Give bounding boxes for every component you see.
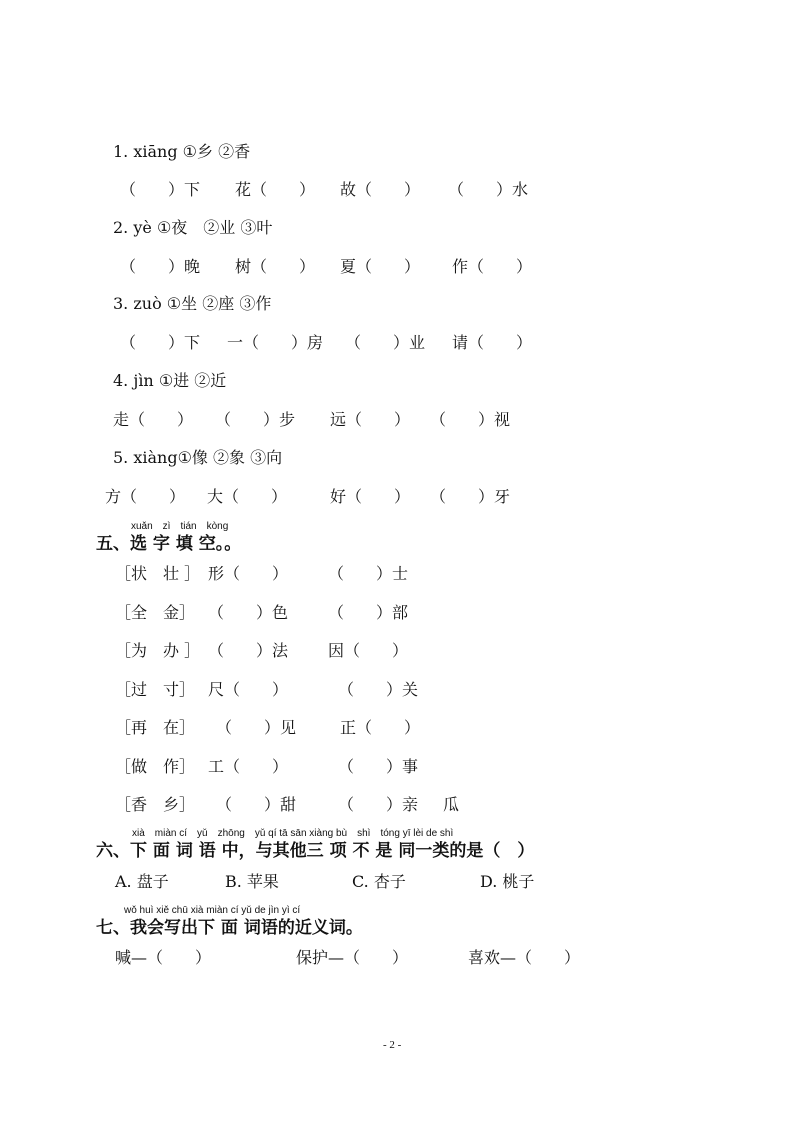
group-prompt: 1. xiāng ①乡 ②香 [113,142,251,161]
fill-item: 请（ ） [452,333,533,352]
fill-item: 远（ ） [330,410,411,429]
fill-item: （ ）士 [328,564,409,583]
option-d: D. 桃子 [480,872,535,891]
fill-item: 正（ ） [340,718,421,737]
group-prompt: 4. jìn ①进 ②近 [113,371,227,390]
fill-item: 因（ ） [328,641,409,660]
fill-item: 走（ ） [113,410,194,429]
fill-item: 工（ ） [208,757,289,776]
section-pinyin: xuǎn zì tián kòng [131,521,229,532]
char-pair: ［香 乡］ [115,795,196,814]
fill-item: （ ）下 [120,333,201,352]
option-c: C. 杏子 [352,872,406,891]
fill-item: （ ）事 [338,757,419,776]
fill-item: （ ）步 [215,410,296,429]
section-title: 六、下 面 词 语 中，与其他三 项 不 是 同一类的是（ ） [96,841,535,861]
fill-item: 好（ ） [330,487,411,506]
section-pinyin: wǒ huì xiě chū xià miàn cí yǔ de jìn yì cí [124,905,301,916]
fill-item: （ ）法 [208,641,289,660]
fill-item: （ ）亲 [338,795,419,814]
char-pair: ［再 在］ [115,718,196,737]
fill-item: 夏（ ） [340,257,421,276]
synonym-item: 喊—（ ） [115,948,212,967]
group-prompt: 3. zuò ①坐 ②座 ③作 [113,294,272,313]
fill-item: （ ）甜 [216,795,297,814]
fill-item: （ ）下 [120,180,201,199]
fill-item: （ ）色 [208,603,289,622]
char-pair: ［全 金］ [115,603,196,622]
section-title: 五、选 字 填 空。。 [96,534,242,554]
char-pair: ［做 作］ [115,757,196,776]
fill-item: 大（ ） [207,487,288,506]
fill-item: （ ）部 [328,603,409,622]
fill-item: 瓜 [443,795,460,814]
synonym-item: 保护—（ ） [296,948,409,967]
fill-item: （ ）关 [338,680,419,699]
fill-item: 故（ ） [340,180,421,199]
fill-item: 树（ ） [235,257,316,276]
fill-item: （ ）牙 [430,487,511,506]
option-b: B. 苹果 [225,872,279,891]
fill-item: 尺（ ） [208,680,289,699]
fill-item: 作（ ） [452,257,533,276]
section-pinyin: xià miàn cí yǔ zhōng yǔ qí tā sān xiàng bù shì tóng yī lèi de shì [132,828,454,839]
char-pair: ［为 办 ］ [115,641,201,660]
page-number: - 2 - [383,1039,402,1051]
fill-item: （ ）晚 [120,257,201,276]
fill-item: （ ）水 [448,180,529,199]
char-pair: ［过 寸］ [115,680,196,699]
fill-item: 花（ ） [235,180,316,199]
fill-item: 形（ ） [208,564,289,583]
fill-item: 一（ ）房 [227,333,324,352]
char-pair: ［状 壮 ］ [115,564,201,583]
group-prompt: 5. xiàng①像 ②象 ③向 [113,448,283,467]
option-a: A. 盘子 [115,872,169,891]
group-prompt: 2. yè ①夜 ②业 ③叶 [113,218,273,237]
fill-item: （ ）业 [345,333,426,352]
synonym-item: 喜欢—（ ） [468,948,581,967]
section-title: 七、我会写出下 面 词语的近义词。 [96,918,363,938]
fill-item: 方（ ） [105,487,186,506]
fill-item: （ ）见 [216,718,297,737]
fill-item: （ ）视 [430,410,511,429]
